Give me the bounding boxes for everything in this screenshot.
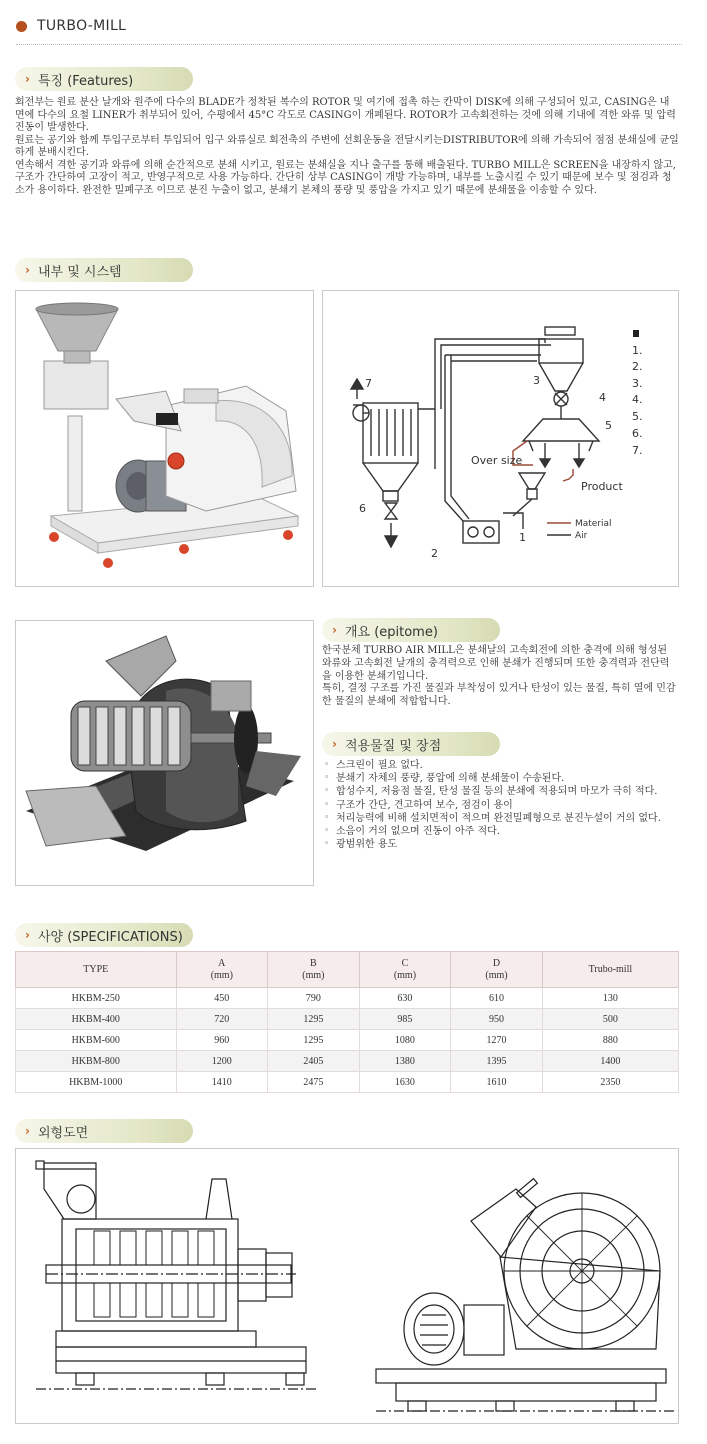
- diagram-label: 4.: [632, 393, 643, 406]
- col-header: A (mm): [176, 952, 268, 988]
- col-header: Trubo-mill: [542, 952, 678, 988]
- epitome-text: [322, 645, 679, 709]
- table-row: [16, 988, 679, 1009]
- chevron-right-icon: ›: [25, 928, 30, 942]
- epitome-paragraph: 특히, 결정 구조를 가진 물질과 부착성이 있거나 탄성이 있는 물질, 특히 열에 민감한 물질의 분쇄에 적합합니다.: [322, 683, 676, 708]
- diagram-number: 7: [365, 377, 372, 390]
- table-cell: 500: [542, 1009, 678, 1030]
- table-row: [16, 1051, 679, 1072]
- table-cell: HKBM-250: [16, 988, 177, 1009]
- section-title: 개요 (epitome): [344, 624, 438, 640]
- table-cell: 2475: [268, 1072, 360, 1093]
- table-cell: 1630: [359, 1072, 451, 1093]
- table-cell: 1400: [542, 1051, 678, 1072]
- section-header-applications: [322, 732, 500, 756]
- section-header-specifications: [15, 923, 193, 947]
- chevron-right-icon: ›: [25, 263, 30, 277]
- diagram-number: 2: [431, 547, 438, 560]
- table-cell: 450: [176, 988, 268, 1009]
- page-title-text: TURBO-MILL: [37, 18, 127, 34]
- section-header-outline: [15, 1119, 193, 1143]
- applications-list: [322, 759, 679, 851]
- turbo-mill-machine-illustration: [16, 291, 314, 587]
- list-item: ◦ 광범위한 용도: [322, 838, 679, 851]
- list-item: ◦ 처리능력에 비해 설치면적이 적으며 완전밀폐형으로 분진누설이 거의 없다.: [322, 812, 679, 825]
- machine-photo: [15, 290, 314, 587]
- table-cell: 1395: [451, 1051, 543, 1072]
- table-row: [16, 1072, 679, 1093]
- table-cell: HKBM-400: [16, 1009, 177, 1030]
- table-cell: 1270: [451, 1030, 543, 1051]
- table-cell: 1295: [268, 1030, 360, 1051]
- section-title: 적용물질 및 장점: [344, 738, 442, 754]
- table-row: [16, 1009, 679, 1030]
- rotor-photo: [15, 620, 314, 886]
- section-title: 특징 (Features): [37, 73, 134, 89]
- table-cell: 1200: [176, 1051, 268, 1072]
- table-cell: 1410: [176, 1072, 268, 1093]
- table-cell: 790: [268, 988, 360, 1009]
- col-header: D (mm): [451, 952, 543, 988]
- legend-air: Air: [575, 531, 588, 541]
- table-cell: 2350: [542, 1072, 678, 1093]
- list-item: ◦ 합성수지, 저융점 물질, 탄성 물질 등의 분쇄에 적용되며 마모가 극히 적다.: [322, 785, 679, 798]
- diagram-number: 4: [599, 391, 606, 404]
- section-header-features: [15, 67, 193, 91]
- table-cell: 985: [359, 1009, 451, 1030]
- table-cell: 2405: [268, 1051, 360, 1072]
- outline-drawing-svg: [16, 1149, 679, 1424]
- list-item: ◦ 분쇄기 자체의 풍량, 풍압에 의해 분쇄물이 수송된다.: [322, 772, 679, 785]
- table-cell: 1610: [451, 1072, 543, 1093]
- rotor-machine-illustration: [16, 621, 314, 886]
- section-title: 사양 (SPECIFICATIONS): [37, 929, 183, 945]
- list-item: ◦ 구조가 간단, 견고하여 보수, 점검이 용이: [322, 799, 679, 812]
- features-paragraph: 원료는 공기와 함께 투입구로부터 투입되어 입구 와류실로 회전축의 주변에 선회운동을 전달시키는DISTRIBUTOR에 의해 가속되어 점점 분쇄실에 균일하게 분배시킨다.: [15, 134, 679, 158]
- page-title: [16, 14, 126, 38]
- diagram-label: 2.: [632, 360, 643, 373]
- list-item: ◦ 스크린이 필요 없다.: [322, 759, 679, 772]
- chevron-right-icon: ›: [332, 623, 337, 637]
- table-cell: 950: [451, 1009, 543, 1030]
- title-divider: [16, 44, 682, 45]
- features-paragraph: 회전부는 원료 분산 날개와 원주에 다수의 BLADE가 정착된 복수의 ROTOR 및 여기에 접촉 하는 칸막이 DISK에 의해 구성되어 있고, CASING은 내면에 다수의 요철 LINER가 취부되어 있어, 수평에서 45°C 각도로 CASING이 개폐된다. ROTOR가 고속회전하는 것에 의해 기내에 격한 와류 및 압력진동이 발생한다.: [15, 97, 676, 133]
- legend-marker: [633, 330, 639, 337]
- table-cell: 960: [176, 1030, 268, 1051]
- table-cell: 1295: [268, 1009, 360, 1030]
- diagram-over-size: Over size: [471, 454, 523, 467]
- diagram-number: 6: [359, 502, 366, 515]
- col-header: B (mm): [268, 952, 360, 988]
- specifications-table: [15, 951, 679, 1093]
- table-cell: 880: [542, 1030, 678, 1051]
- legend-material: Material: [575, 519, 612, 529]
- table-cell: 1380: [359, 1051, 451, 1072]
- chevron-right-icon: ›: [25, 1124, 30, 1138]
- system-flow-diagram: [323, 291, 679, 587]
- chevron-right-icon: ›: [25, 72, 30, 86]
- col-header: TYPE: [16, 952, 177, 988]
- list-item: ◦ 소음이 거의 없으며 진동이 아주 적다.: [322, 825, 679, 838]
- title-bullet-icon: [16, 21, 27, 32]
- section-header-epitome: [322, 618, 500, 642]
- diagram-number: 3: [533, 374, 540, 387]
- section-header-system: [15, 258, 193, 282]
- diagram-label: 1.: [632, 344, 643, 357]
- table-cell: 130: [542, 988, 678, 1009]
- section-title: 내부 및 시스템: [37, 264, 122, 280]
- epitome-paragraph: 한국분체 TURBO AIR MILL은 분쇄날의 고속회전에 의한 충격에 의해 형성된 와류와 고속회전 날개의 충격력으로 인해 분쇄가 진행되며 또한 충격력과 전단력을 이용한 분쇄기입니다.: [322, 645, 670, 682]
- outline-drawing: [15, 1148, 679, 1424]
- table-cell: 630: [359, 988, 451, 1009]
- features-text: [15, 97, 679, 197]
- table-cell: 610: [451, 988, 543, 1009]
- table-cell: 1080: [359, 1030, 451, 1051]
- col-header: C (mm): [359, 952, 451, 988]
- diagram-label: 3.: [632, 377, 643, 390]
- diagram-number: 1: [519, 531, 526, 544]
- table-header-row: [16, 952, 679, 988]
- table-cell: HKBM-1000: [16, 1072, 177, 1093]
- section-title: 외형도면: [37, 1125, 89, 1141]
- table-cell: 720: [176, 1009, 268, 1030]
- table-cell: HKBM-800: [16, 1051, 177, 1072]
- chevron-right-icon: ›: [332, 737, 337, 751]
- system-diagram: [322, 290, 679, 587]
- diagram-product: Product: [581, 480, 623, 493]
- diagram-label: 6.: [632, 427, 643, 440]
- table-cell: HKBM-600: [16, 1030, 177, 1051]
- features-paragraph: 연속해서 격한 공기과 와류에 의해 순간적으로 분쇄 시키고, 원료는 분쇄실을 지나 출구를 통해 배출된다. TURBO MILL은 SCREEN을 내장하지 않고, 구조가 간단하여 고장이 적고, 반영구적으로 사용 가능하다. 간단히 상부 CASING이 개방 가능하며, 내부를 노출시킬 수 있기 때문에 보수 및 점검과 청소가 용이하다. 완전한 밀폐구조 이므로 분진 누출이 없고, 분쇄기 본체의 풍량 및 풍압을 가지고 있기 때문에 분쇄물을 이송할 수 있다.: [15, 159, 676, 196]
- diagram-label: 5.: [632, 410, 643, 423]
- diagram-label: 7.: [632, 444, 643, 457]
- table-row: [16, 1030, 679, 1051]
- diagram-number: 5: [605, 419, 612, 432]
